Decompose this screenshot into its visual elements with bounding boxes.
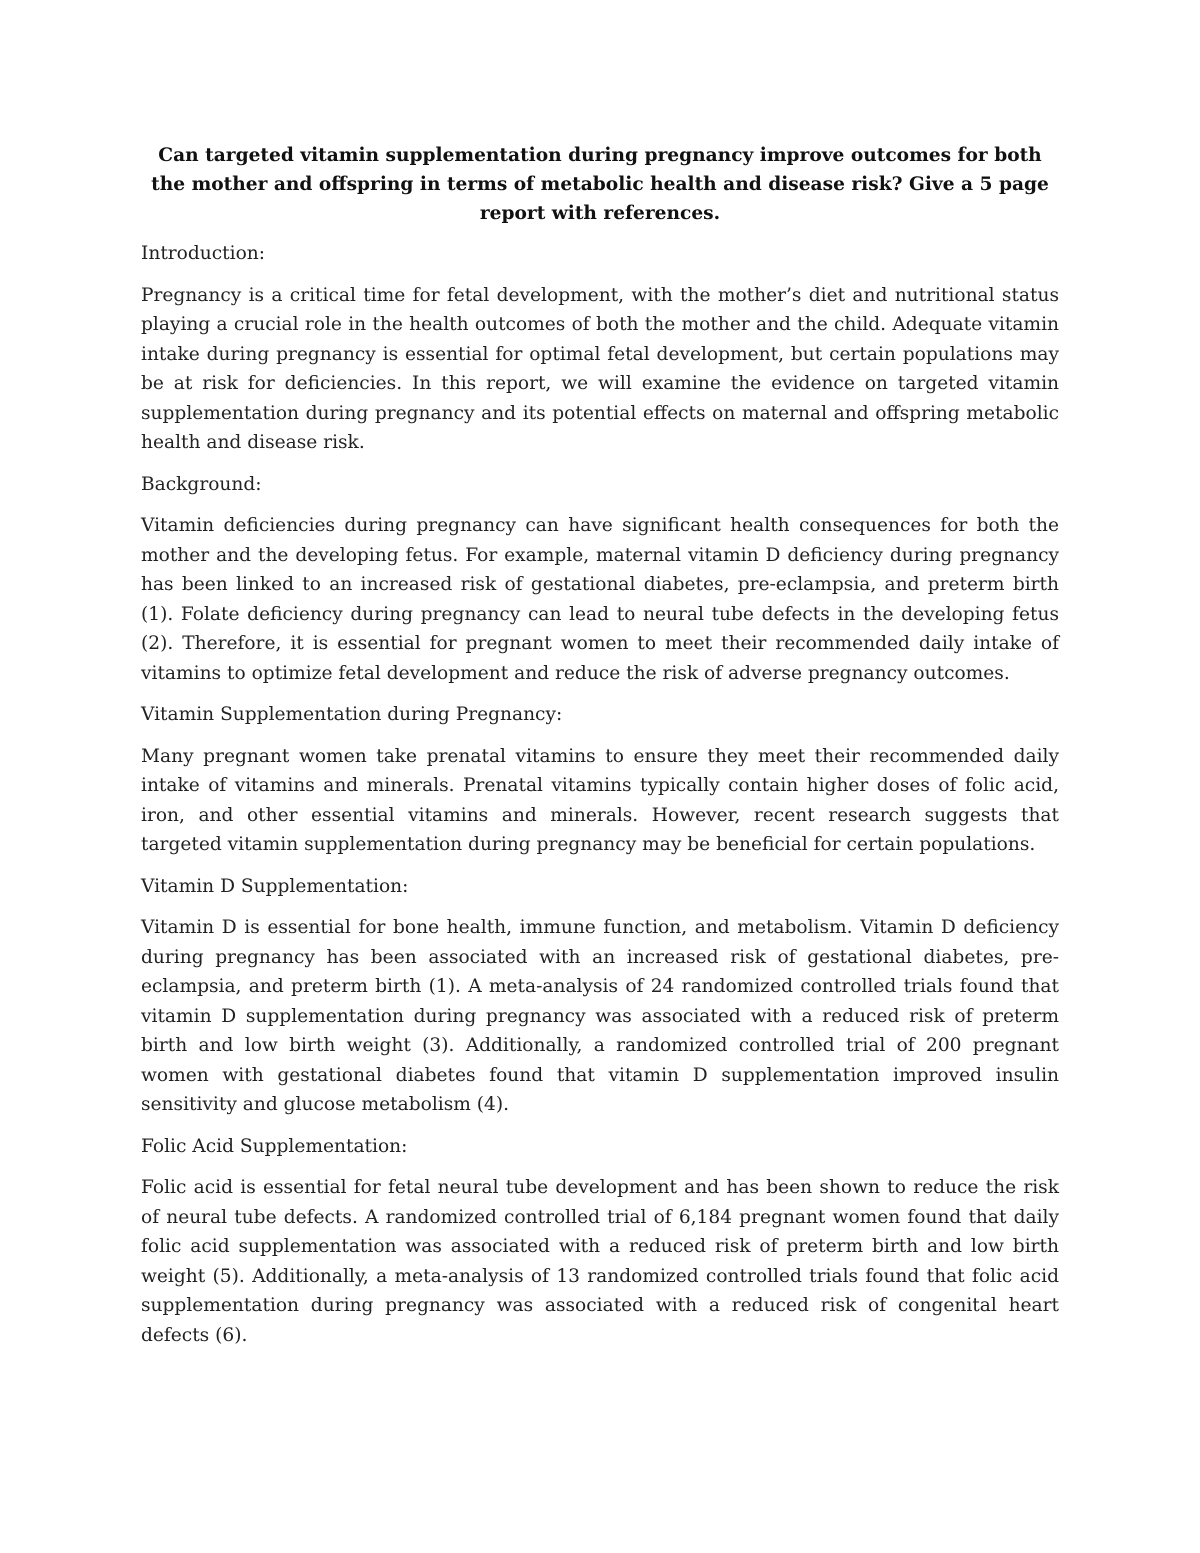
section-heading: Introduction: bbox=[141, 243, 266, 264]
section-heading: Folic Acid Supplementation: bbox=[141, 1135, 408, 1157]
section-vitamin-supplementation bbox=[141, 700, 1059, 860]
section-introduction bbox=[141, 239, 1059, 458]
section-background bbox=[141, 470, 1059, 689]
section-heading: Background: bbox=[141, 473, 262, 495]
section-heading: Vitamin D Supplementation: bbox=[141, 875, 409, 897]
document-page bbox=[141, 141, 1059, 1362]
section-folic-acid bbox=[141, 1132, 1059, 1351]
section-vitamin-d bbox=[141, 872, 1059, 1120]
document-title: Can targeted vitamin supplementation during pregnancy improve outcomes for both the mother and offspring in terms of metabolic health and disease risk? Give a 5 page report with references. bbox=[151, 145, 1049, 224]
section-paragraph: Vitamin D is essential for bone health, immune function, and metabolism. Vitamin D deficiency during pregnancy has been associated with an increased risk of gestational diabetes, pre-eclampsia, and preterm birth (1). A meta-analysis of 24 randomized controlled trials found that vitamin D supplementation during pregnancy was associated with a reduced risk of preterm birth and low birth weight (3). Additionally, a randomized controlled trial of 200 pregnant women with gestational diabetes found that vitamin D supplementation improved insulin sensitivity and glucose metabolism (4). bbox=[141, 917, 1059, 1115]
section-paragraph: Vitamin deficiencies during pregnancy can have significant health consequences for both the mother and the developing fetus. For example, maternal vitamin D deficiency during pregnancy has been linked to an increased risk of gestational diabetes, pre-eclampsia, and preterm birth (1). Folate deficiency during pregnancy can lead to neural tube defects in the developing fetus (2). Therefore, it is essential for pregnant women to meet their recommended daily intake of vitamins to optimize fetal development and reduce the risk of adverse pregnancy outcomes. bbox=[141, 515, 1059, 684]
section-paragraph: Many pregnant women take prenatal vitamins to ensure they meet their recommended daily intake of vitamins and minerals. Prenatal vitamins typically contain higher doses of folic acid, iron, and other essential vitamins and minerals. However, recent research suggests that targeted vitamin supplementation during pregnancy may be beneficial for certain populations. bbox=[141, 745, 1059, 855]
section-heading: Vitamin Supplementation during Pregnancy: bbox=[141, 704, 563, 725]
section-paragraph: Folic acid is essential for fetal neural tube development and has been shown to reduce the risk of neural tube defects. A randomized controlled trial of 6,184 pregnant women found that daily folic acid supplementation was associated with a reduced risk of preterm birth and low birth weight (5). Additionally, a meta-analysis of 13 randomized controlled trials found that folic acid supplementation during pregnancy was associated with a reduced risk of congenital heart defects (6). bbox=[141, 1177, 1059, 1346]
section-paragraph: Pregnancy is a critical time for fetal development, with the mother’s diet and nutritional status playing a crucial role in the health outcomes of both the mother and the child. Adequate vitamin intake during pregnancy is essential for optimal fetal development, but certain populations may be at risk for deficiencies. In this report, we will examine the evidence on targeted vitamin supplementation during pregnancy and its potential effects on maternal and offspring metabolic health and disease risk. bbox=[141, 284, 1059, 453]
